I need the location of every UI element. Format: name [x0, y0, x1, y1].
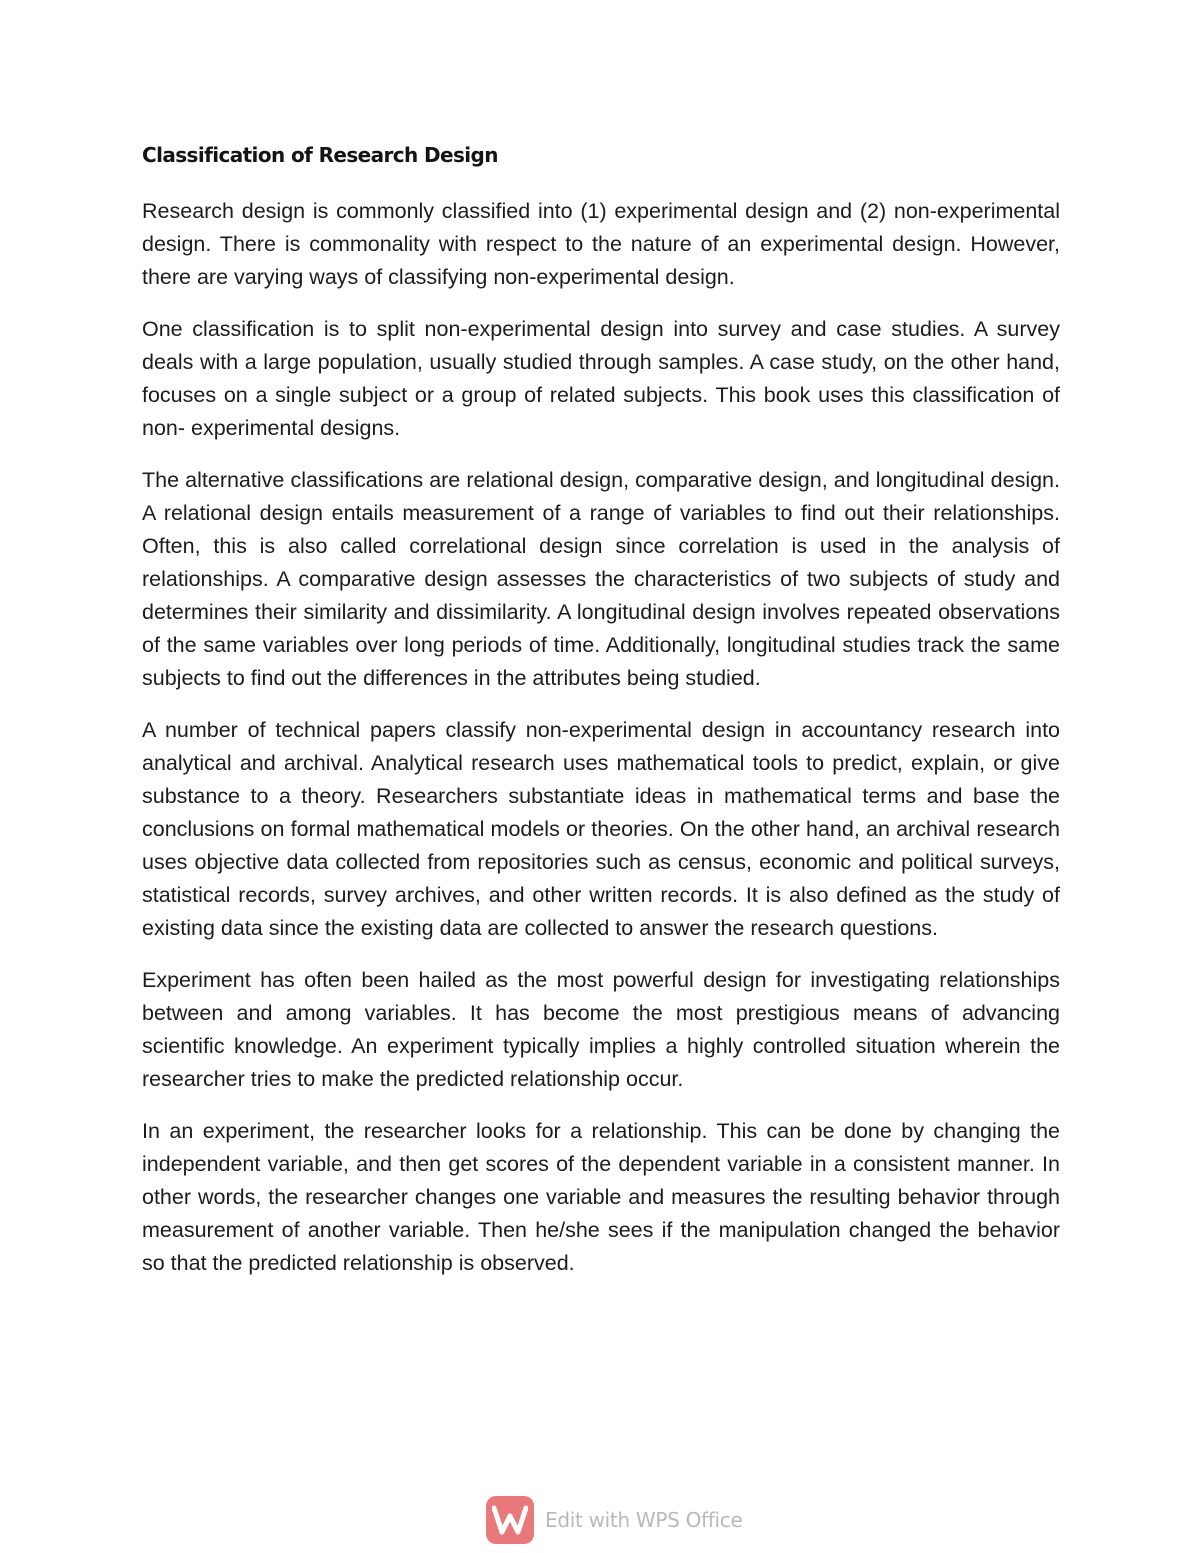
document-title: Classification of Research Design [142, 143, 498, 167]
paragraph: One classification is to split non-experimental design into survey and case studies. A survey deals with a large population, usually studied through samples. A case study, on the other hand, focuses on a single subject or a group of related subjects. This book uses this classification of non- experimental designs. [142, 317, 1060, 440]
wps-logo-icon [486, 1496, 534, 1544]
paragraph: Experiment has often been hailed as the most powerful design for investigating relationships between and among variables. It has become the most prestigious means of advancing scientific knowledge. An experiment typically implies a highly controlled situation wherein the researcher tries to make the predicted relationship occur. [142, 968, 1060, 1091]
wps-edit-label[interactable]: Edit with WPS Office [545, 1508, 743, 1532]
document-page [142, 140, 1060, 1299]
wps-edit-banner[interactable] [486, 1495, 742, 1545]
paragraph: The alternative classifications are relational design, comparative design, and longitudinal design. A relational design entails measurement of a range of variables to find out their relationships. Often, this is also called correlational design since correlation is used in the analysis of relationships. A comparative design assesses the characteristics of two subjects of study and determines their similarity and dissimilarity. A longitudinal design involves repeated observations of the same variables over long periods of time. Additionally, longitudinal studies track the same subjects to find out the differences in the attributes being studied. [142, 468, 1060, 690]
paragraph: In an experiment, the researcher looks for a relationship. This can be done by changing the independent variable, and then get scores of the dependent variable in a consistent manner. In other words, the researcher changes one variable and measures the resulting behavior through measurement of another variable. Then he/she sees if the manipulation changed the behavior so that the predicted relationship is observed. [142, 1119, 1060, 1275]
paragraph: A number of technical papers classify non-experimental design in accountancy research into analytical and archival. Analytical research uses mathematical tools to predict, explain, or give substance to a theory. Researchers substantiate ideas in mathematical terms and base the conclusions on formal mathematical models or theories. On the other hand, an archival research uses objective data collected from repositories such as census, economic and political surveys, statistical records, survey archives, and other written records. It is also defined as the study of existing data since the existing data are collected to answer the research questions. [142, 718, 1060, 940]
paragraph: Research design is commonly classified into (1) experimental design and (2) non-experimental design. There is commonality with respect to the nature of an experimental design. However, there are varying ways of classifying non-experimental design. [142, 199, 1060, 289]
